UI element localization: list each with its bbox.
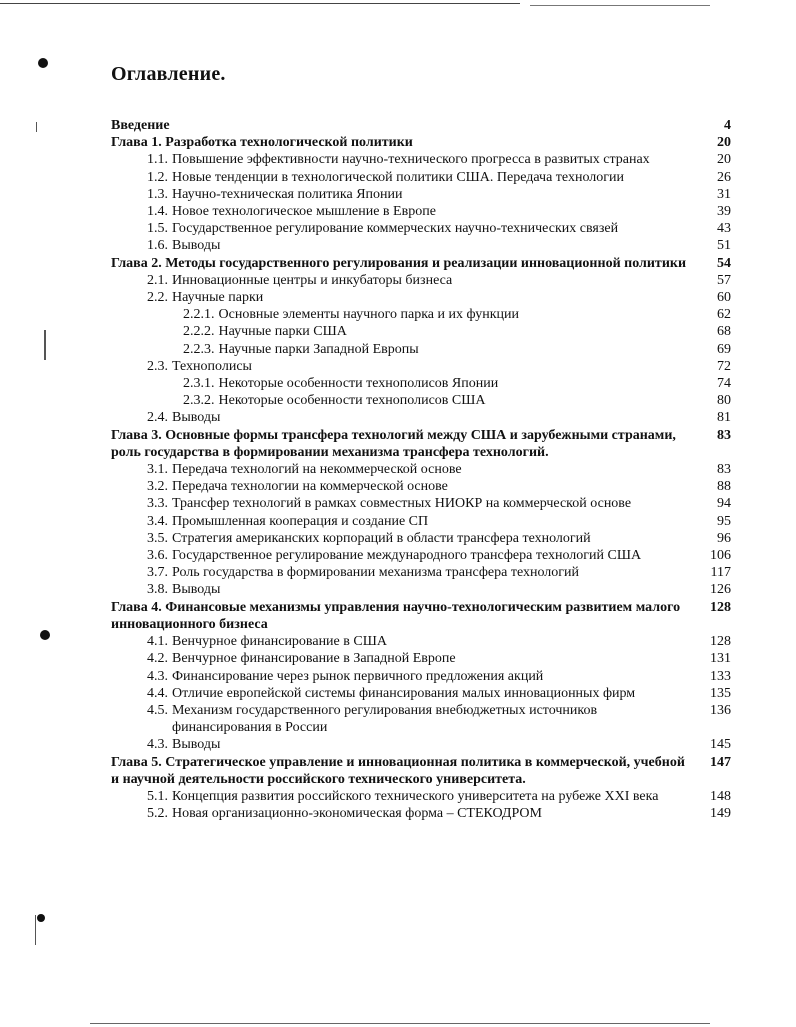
toc-page-number: 88 [717, 479, 731, 495]
toc-page-number: 135 [710, 685, 731, 701]
toc-entry-text [111, 358, 691, 375]
toc-entry-number: 2.3.2. [183, 393, 215, 409]
toc-entry-label: Венчурное финансирование в Западной Европе [172, 651, 456, 667]
toc-entry-label: Глава 2. Методы государственного регулирования и реализации инновационной политики [111, 255, 687, 271]
toc-page-number: 57 [717, 272, 731, 288]
toc-entry-label: Новые тенденции в технологической политики США. Передача технологии [172, 169, 624, 185]
toc-page-number: 69 [717, 341, 731, 357]
toc-chapter-row [111, 427, 731, 461]
toc-entry-label: Государственное регулирование международного трансфера технологий США [172, 548, 642, 564]
toc-section-row [111, 547, 731, 564]
toc-section-row [111, 478, 731, 495]
toc-entry-label: Финансирование через рынок первичного предложения акций [172, 668, 544, 684]
toc-entry-label: Введение [111, 118, 170, 133]
punch-hole-mark [37, 914, 45, 922]
toc-entry-label: Технополисы [172, 358, 252, 374]
toc-page-number: 81 [717, 410, 731, 426]
toc-entry-text [111, 478, 691, 495]
toc-entry-text [111, 702, 691, 736]
toc-entry-number: 3.6. [147, 548, 168, 564]
toc-entry-text [111, 186, 691, 203]
toc-entry-label: Научно-техническая политика Японии [172, 186, 403, 202]
toc-entry-number: 3.7. [147, 565, 168, 581]
toc-entry-label: Отличие европейской системы финансирования малых инновационных фирм [172, 685, 636, 701]
toc-entry-number: 4.3. [147, 668, 168, 684]
toc-page-number: 74 [717, 376, 731, 392]
toc-page-number: 54 [717, 255, 731, 271]
toc-entry-label: Некоторые особенности технополисов Японии [218, 376, 499, 392]
toc-page-number: 149 [710, 806, 731, 822]
toc-entry-label: Новая организационно-экономическая форма – СТЕКОДРОМ [172, 806, 542, 822]
toc-page-number: 68 [717, 324, 731, 340]
toc-page-number: 83 [717, 462, 731, 478]
toc-entry-text [111, 581, 691, 598]
toc-entry-text [111, 513, 691, 530]
toc-chapter-row [111, 134, 731, 151]
toc-section-row [111, 237, 731, 254]
toc-section-row [111, 805, 731, 822]
toc-section-row [111, 788, 731, 805]
scan-top-line [0, 3, 520, 4]
toc-entry-number: 2.4. [147, 410, 168, 426]
toc-entry-number: 1.4. [147, 204, 168, 220]
toc-page-number: 106 [710, 548, 731, 564]
toc-entry-number: 4.5. [147, 702, 168, 718]
toc-entry-text [111, 564, 691, 581]
toc-entry-number: 2.2. [147, 290, 168, 306]
toc-page-number: 147 [710, 754, 731, 770]
toc-page-number: 62 [717, 307, 731, 323]
toc-entry-text [111, 169, 691, 186]
toc-entry-label: Механизм государственного регулирования внебюджетных источников финансирования в России [172, 702, 598, 736]
toc-entry-text [111, 272, 691, 289]
toc-entry-text [111, 788, 691, 805]
toc-entry-number: 2.3.1. [183, 376, 215, 392]
toc-entry-number: 2.2.3. [183, 341, 215, 357]
scan-edge-mark [35, 915, 36, 945]
toc-section-row [111, 203, 731, 220]
toc-entry-text [111, 685, 691, 702]
toc-section-row [111, 323, 731, 340]
toc-entry-text [111, 736, 691, 753]
toc-page-number: 117 [710, 565, 731, 581]
toc-section-row [111, 668, 731, 685]
toc-entry-number: 2.3. [147, 358, 168, 374]
toc-entry-text [111, 633, 691, 650]
toc-entry-number: 5.2. [147, 806, 168, 822]
toc-entry-text [111, 461, 691, 478]
toc-entry-number: 3.5. [147, 530, 168, 546]
toc-entry-label: Новое технологическое мышление в Европе [172, 204, 436, 220]
toc-section-row [111, 461, 731, 478]
toc-entry-label: Научные парки [172, 290, 264, 306]
toc-entry-text [111, 375, 691, 392]
toc-chapter-row [111, 255, 731, 272]
scan-edge-mark [44, 330, 46, 360]
toc-entry-number: 1.6. [147, 238, 168, 254]
toc-section-row [111, 341, 731, 358]
toc-page-number: 96 [717, 530, 731, 546]
toc-entry-text [111, 341, 691, 358]
toc-page-number: 43 [717, 221, 731, 237]
toc-entry-label: Передача технологий на некоммерческой основе [172, 462, 462, 478]
toc-entry-text [111, 392, 691, 409]
toc-section-row [111, 650, 731, 667]
toc-page-number: 128 [710, 634, 731, 650]
toc-entry-label: Выводы [172, 238, 221, 254]
toc-section-row [111, 702, 731, 736]
toc-entry-text [111, 599, 691, 633]
toc-entry-text [111, 151, 691, 168]
toc-entry-label: Глава 1. Разработка технологической политики [111, 135, 413, 151]
toc-entry-label: Выводы [172, 410, 221, 426]
toc-entry-number: 1.3. [147, 186, 168, 202]
toc-entry-text [111, 650, 691, 667]
toc-section-row [111, 736, 731, 753]
toc-entry-number: 3.3. [147, 496, 168, 512]
toc-entry-text [111, 306, 691, 323]
toc-entry-number: 2.2.2. [183, 324, 215, 340]
toc-entry-text [111, 255, 691, 272]
toc-entry-label: Выводы [172, 582, 221, 598]
toc-entry-text [111, 220, 691, 237]
toc-entry-label: Глава 5. Стратегическое управление и инновационная политика в коммерческой, учебной и научной деятельности российского технического университета. [111, 754, 685, 787]
toc-entry-text [111, 547, 691, 564]
toc-section-row [111, 375, 731, 392]
toc-entry-label: Концепция развития российского технического университета на рубеже XXI века [172, 788, 659, 804]
toc-entry-label: Роль государства в формировании механизма трансфера технологий [172, 565, 580, 581]
toc-section-row [111, 392, 731, 409]
toc-chapter-row [111, 754, 731, 788]
toc-section-row [111, 272, 731, 289]
toc-entry-number: 3.4. [147, 513, 168, 529]
toc-section-row [111, 358, 731, 375]
toc-page-number: 60 [717, 290, 731, 306]
toc-chapter-row [111, 599, 731, 633]
toc-entry-label: Промышленная кооперация и создание СП [172, 513, 429, 529]
toc-page-number: 31 [717, 186, 731, 202]
toc-section-row [111, 581, 731, 598]
table-of-contents [111, 117, 731, 822]
toc-entry-text [111, 117, 691, 134]
toc-entry-number: 4.2. [147, 651, 168, 667]
toc-entry-label: Передача технологии на коммерческой основе [172, 479, 448, 495]
toc-section-row [111, 186, 731, 203]
toc-entry-text [111, 495, 691, 512]
toc-entry-text [111, 289, 691, 306]
toc-entry-label: Повышение эффективности научно-технического прогресса в развитых странах [172, 152, 650, 168]
scan-bottom-line [90, 1023, 710, 1024]
toc-page-number: 26 [717, 169, 731, 185]
toc-section-row [111, 495, 731, 512]
toc-page-number: 83 [717, 427, 731, 443]
toc-chapter-row [111, 117, 731, 134]
toc-page-number: 126 [710, 582, 731, 598]
toc-page-number: 95 [717, 513, 731, 529]
toc-entry-text [111, 134, 691, 151]
toc-entry-number: 4.1. [147, 634, 168, 650]
toc-entry-label: Государственное регулирование коммерческих научно-технических связей [172, 221, 619, 237]
toc-entry-number: 1.2. [147, 169, 168, 185]
toc-entry-text [111, 427, 691, 461]
toc-entry-number: 1.5. [147, 221, 168, 237]
toc-page-number: 128 [710, 599, 731, 615]
toc-section-row [111, 169, 731, 186]
toc-section-row [111, 633, 731, 650]
toc-entry-number: 1.1. [147, 152, 168, 168]
page-title: Оглавление. [111, 63, 226, 85]
toc-section-row [111, 685, 731, 702]
toc-entry-number: 3.8. [147, 582, 168, 598]
toc-entry-number: 2.1. [147, 272, 168, 288]
scan-top-line [530, 5, 710, 6]
toc-entry-number: 3.1. [147, 462, 168, 478]
toc-entry-label: Трансфер технологий в рамках совместных НИОКР на коммерческой основе [172, 496, 632, 512]
toc-section-row [111, 151, 731, 168]
toc-section-row [111, 289, 731, 306]
toc-page-number: 39 [717, 204, 731, 220]
toc-entry-label: Некоторые особенности технополисов США [218, 393, 486, 409]
toc-section-row [111, 409, 731, 426]
toc-section-row [111, 530, 731, 547]
toc-page-number: 20 [717, 152, 731, 168]
toc-entry-text [111, 668, 691, 685]
toc-page-number: 133 [710, 668, 731, 684]
toc-entry-label: Научные парки США [218, 324, 347, 340]
toc-entry-label: Инновационные центры и инкубаторы бизнеса [172, 272, 453, 288]
toc-entry-label: Стратегия американских корпораций в области трансфера технологий [172, 530, 591, 546]
toc-page-number: 94 [717, 496, 731, 512]
punch-hole-mark [40, 630, 50, 640]
toc-entry-number: 4.3. [147, 737, 168, 753]
toc-entry-text [111, 203, 691, 220]
scan-edge-mark [36, 122, 37, 132]
toc-entry-number: 4.4. [147, 685, 168, 701]
toc-entry-text [111, 805, 691, 822]
toc-entry-label: Венчурное финансирование в США [172, 634, 387, 650]
toc-page-number: 148 [710, 788, 731, 804]
toc-entry-number: 3.2. [147, 479, 168, 495]
toc-entry-text [111, 530, 691, 547]
toc-entry-label: Научные парки Западной Европы [218, 341, 419, 357]
toc-entry-number: 5.1. [147, 788, 168, 804]
toc-section-row [111, 306, 731, 323]
toc-entry-label: Основные элементы научного парка и их функции [218, 307, 519, 323]
toc-entry-label: Глава 4. Финансовые механизмы управления научно-технологическим развитием малого инновационного бизнеса [111, 599, 681, 632]
toc-entry-text [111, 237, 691, 254]
toc-section-row [111, 564, 731, 581]
toc-section-row [111, 220, 731, 237]
toc-page-number: 20 [717, 135, 731, 151]
toc-entry-label: Глава 3. Основные формы трансфера технологий между США и зарубежными странами, роль государства в формировании механизма трансфера технологий. [111, 427, 676, 460]
toc-entry-text [111, 323, 691, 340]
toc-entry-label: Выводы [172, 737, 221, 753]
toc-entry-number: 2.2.1. [183, 307, 215, 323]
toc-page-number: 136 [710, 702, 731, 718]
toc-page-number: 131 [710, 651, 731, 667]
toc-page-number: 4 [724, 118, 731, 133]
toc-entry-text [111, 754, 691, 788]
toc-page-number: 72 [717, 358, 731, 374]
toc-page-number: 51 [717, 238, 731, 254]
toc-section-row [111, 513, 731, 530]
toc-page-number: 80 [717, 393, 731, 409]
toc-entry-text [111, 409, 691, 426]
toc-page-number: 145 [710, 737, 731, 753]
punch-hole-mark [38, 58, 48, 68]
